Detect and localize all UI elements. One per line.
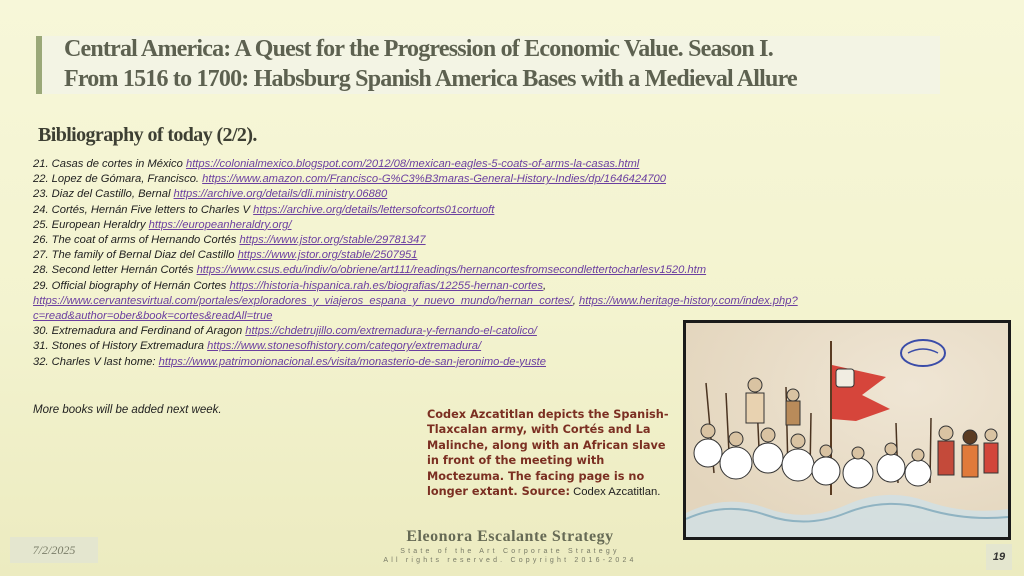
bib-text: 23. Diaz del Castillo, Bernal xyxy=(33,188,174,201)
codex-illustration xyxy=(686,323,1008,537)
bib-separator: , xyxy=(572,294,580,307)
title-line-1: Central America: A Quest for the Progression of Economic Value. Season I. xyxy=(64,36,773,62)
caption-body: Codex Azcatitlan depicts the Spanish-Tlaxcalan army, with Cortés and La Malinche, along with an African slave in front of the meeting with Moctezuma. The facing page is no longer extant. xyxy=(427,408,669,499)
bib-separator: , xyxy=(542,279,547,292)
slide-date: 7/2/2025 xyxy=(10,537,98,563)
codex-azcatitlan-image xyxy=(683,320,1011,540)
bib-text: 26. The coat of arms of Hernando Cortés xyxy=(33,234,240,247)
bib-link[interactable]: https://archive.org/details/dli.ministry.06880 xyxy=(173,188,388,201)
title-box xyxy=(36,36,940,94)
bib-link[interactable]: https://historia-hispanica.rah.es/biografias/12255-hernan-cortes xyxy=(229,279,543,292)
page-number: 19 xyxy=(986,544,1012,570)
bib-text: 25. European Heraldry xyxy=(33,218,149,231)
bibliography-item xyxy=(33,172,893,187)
title-line-2: From 1516 to 1700: Habsburg Spanish America Bases with a Medieval Allure xyxy=(64,66,797,92)
brand-name: Eleonora Escalante Strategy xyxy=(406,528,614,545)
bib-text: 30. Extremadura and Ferdinand of Aragon xyxy=(33,325,246,338)
bibliography-item xyxy=(33,218,893,233)
brand-tagline: State of the Art Corporate Strategy xyxy=(400,548,620,555)
bib-text: 32. Charles V last home: xyxy=(33,355,159,368)
bib-link[interactable]: https://www.jstor.org/stable/2507951 xyxy=(237,249,418,262)
bib-link[interactable]: https://chdetrujillo.com/extremadura-y-fernando-el-catolico/ xyxy=(245,325,537,338)
bib-link[interactable]: https://www.patrimonionacional.es/visita/monasterio-de-san-jeronimo-de-yuste xyxy=(158,355,546,368)
bib-link[interactable]: https://europeanheraldry.org/ xyxy=(148,218,292,231)
warriors xyxy=(938,426,998,477)
bib-text: 31. Stones of History Extremadura xyxy=(33,340,208,353)
bib-link[interactable]: https://www.csus.edu/indiv/o/obriene/art111/readings/hernancortesfromsecondlettertocharlesv1520.htm xyxy=(196,264,707,277)
caption-source-label: Source: xyxy=(521,485,570,499)
more-books-note: More books will be added next week. xyxy=(33,404,222,416)
bib-link[interactable]: https://www.amazon.com/Francisco-G%C3%B3maras-General-History-Indies/dp/1646424700 xyxy=(202,173,667,186)
bib-text: 21. Casas de cortes in México xyxy=(33,158,186,170)
bib-link[interactable]: https://archive.org/details/lettersofcorts01cortuoft xyxy=(253,203,495,216)
brand-copyright: All rights reserved. Copyright 2016-2024 xyxy=(383,557,637,564)
bib-text: 29. Official biography of Hernán Cortes xyxy=(33,279,230,292)
bib-text: 27. The family of Bernal Diaz del Castillo xyxy=(33,249,238,262)
bibliography-item xyxy=(33,187,893,202)
bib-link[interactable]: https://www.heritage-history.com/index.php?c=read&author=ober&book=cortes&readAll=true xyxy=(33,294,798,323)
bib-text: 22. Lopez de Gómara, Francisco. xyxy=(33,173,203,186)
bib-link[interactable]: https://www.jstor.org/stable/29781347 xyxy=(239,234,426,247)
bib-link[interactable]: https://www.cervantesvirtual.com/portales/exploradores_y_viajeros_espana_y_nuevo_mundo/hernan_cortes/ xyxy=(33,294,573,307)
banner-crest xyxy=(836,369,854,387)
bibliography-item xyxy=(33,248,893,263)
bibliography-item xyxy=(33,233,893,248)
bibliography-item xyxy=(33,203,893,218)
bibliography-item xyxy=(33,157,893,172)
bibliography-item xyxy=(33,263,893,278)
bib-link[interactable]: https://colonialmexico.blogspot.com/2012/08/mexican-eagles-5-coats-of-arms-la-casas.html xyxy=(185,158,640,170)
image-caption xyxy=(427,407,672,500)
subtitle: Bibliography of today (2/2). xyxy=(38,124,257,146)
brand-footer xyxy=(365,528,655,564)
caption-source-value: Codex Azcatitlan. xyxy=(569,486,661,499)
bib-link[interactable]: https://www.stonesofhistory.com/category/extremadura/ xyxy=(207,340,482,353)
bibliography-item xyxy=(33,279,863,325)
bib-text: 28. Second letter Hernán Cortés xyxy=(33,264,197,277)
bib-text: 24. Cortés, Hernán Five letters to Charles V xyxy=(33,203,254,216)
